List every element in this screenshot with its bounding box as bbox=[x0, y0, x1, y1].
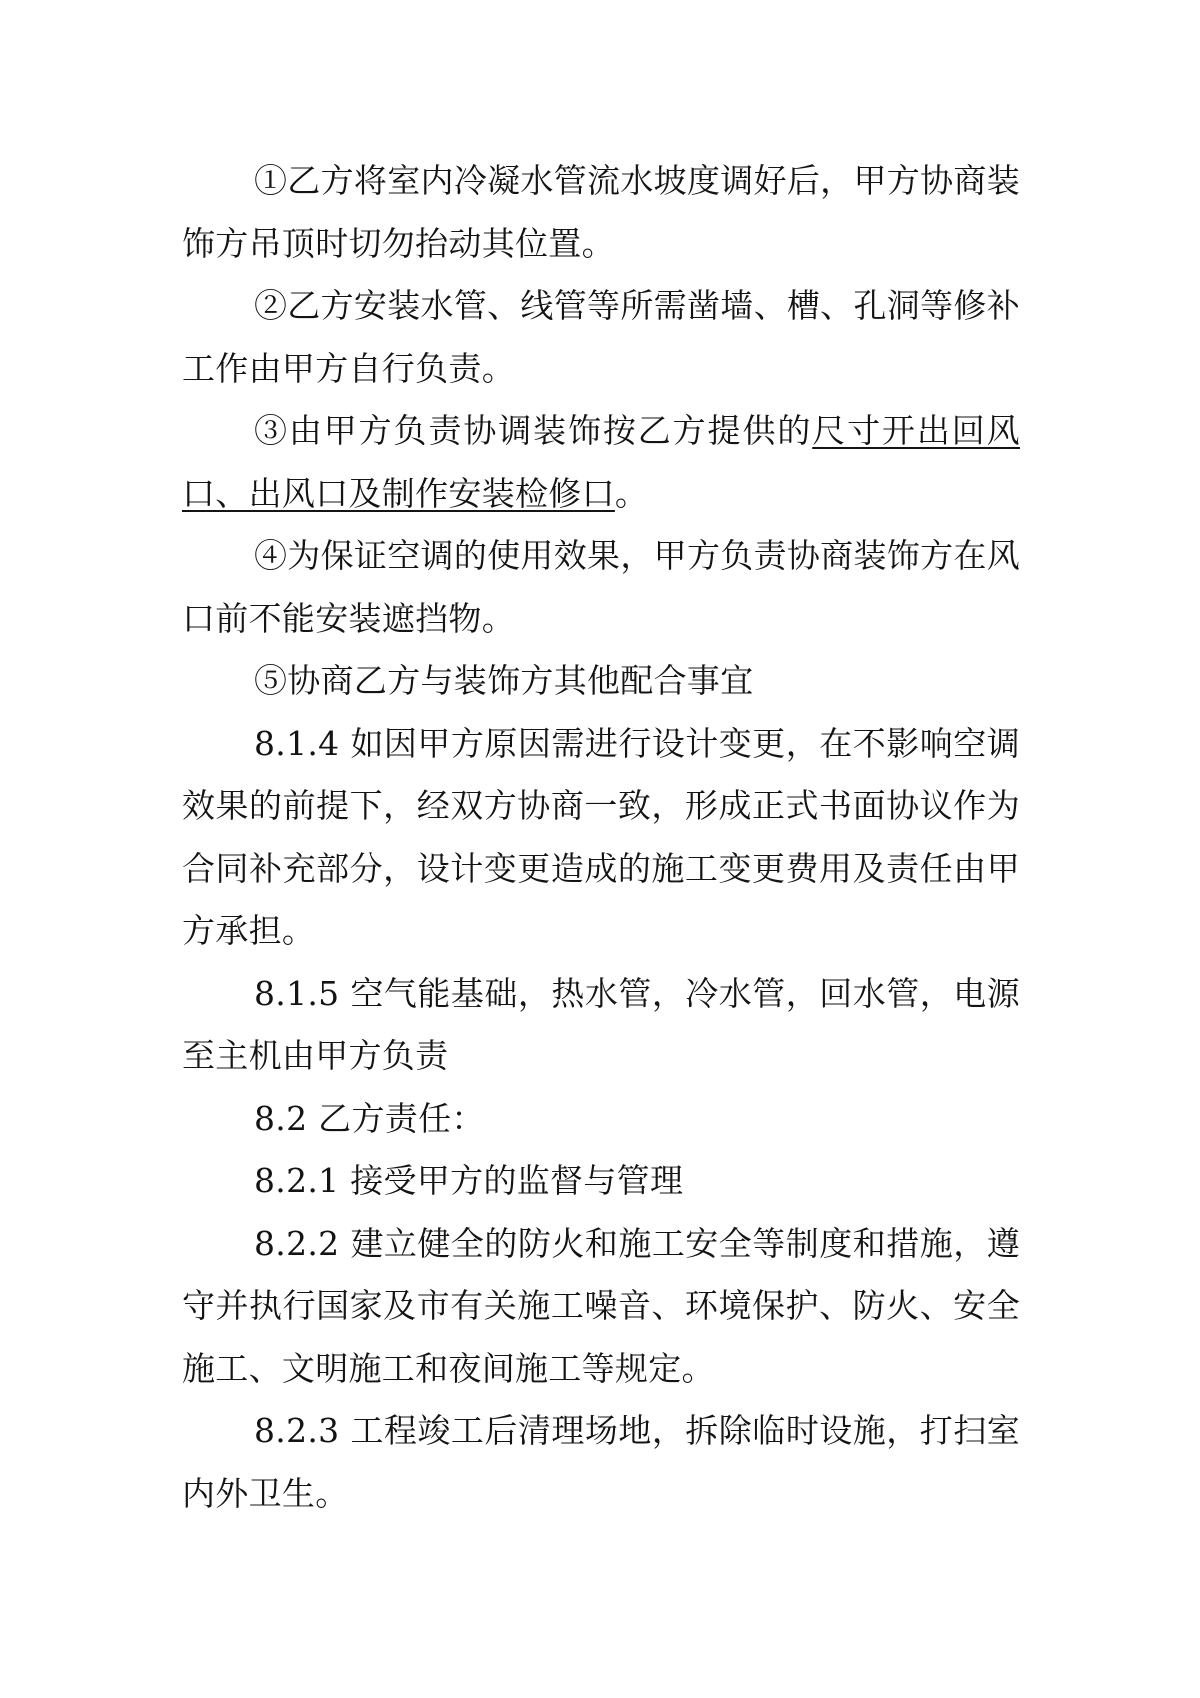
paragraph-item-3 bbox=[182, 400, 1020, 525]
paragraph-text: 。 bbox=[614, 473, 649, 513]
clause-8-2-1: 8.2.1 接受甲方的监督与管理 bbox=[254, 1161, 684, 1200]
underlined-text: 尺寸开出回风口、出风口及制作安装检修口 bbox=[182, 411, 1020, 513]
section-heading-8-2: 8.2 乙方责任： bbox=[254, 1098, 485, 1138]
paragraph-text: ③由甲方负责协调装饰按乙方提供的 bbox=[254, 411, 813, 450]
clause-8-2-3: 8.2.3 工程竣工后清理场地，拆除临时设施，打扫室内外卫生。 bbox=[182, 1411, 1020, 1513]
clause-8-1-4: 8.1.4 如因甲方原因需进行设计变更，在不影响空调效果的前提下，经双方协商一致，形成正式书面协议作为合同补充部分，设计变更造成的施工变更费用及责任由甲方承担。 bbox=[182, 723, 1020, 950]
document-body bbox=[182, 150, 1020, 1525]
paragraph-item-1: ①乙方将室内冷凝水管流水坡度调好后，甲方协商装饰方吊顶时切勿抬动其位置。 bbox=[182, 161, 1020, 263]
paragraph-item-5: ⑤协商乙方与装饰方其他配合事宜 bbox=[254, 661, 754, 700]
paragraph-item-4: ④为保证空调的使用效果，甲方负责协商装饰方在风口前不能安装遮挡物。 bbox=[182, 536, 1020, 638]
paragraph-item-2: ②乙方安装水管、线管等所需凿墙、槽、孔洞等修补工作由甲方自行负责。 bbox=[182, 286, 1020, 388]
clause-8-1-5: 8.1.5 空气能基础，热水管，冷水管，回水管，电源至主机由甲方负责 bbox=[182, 973, 1020, 1075]
clause-8-2-2: 8.2.2 建立健全的防火和施工安全等制度和措施，遵守并执行国家及市有关施工噪音、环境保护、防火、安全施工、文明施工和夜间施工等规定。 bbox=[182, 1223, 1020, 1388]
